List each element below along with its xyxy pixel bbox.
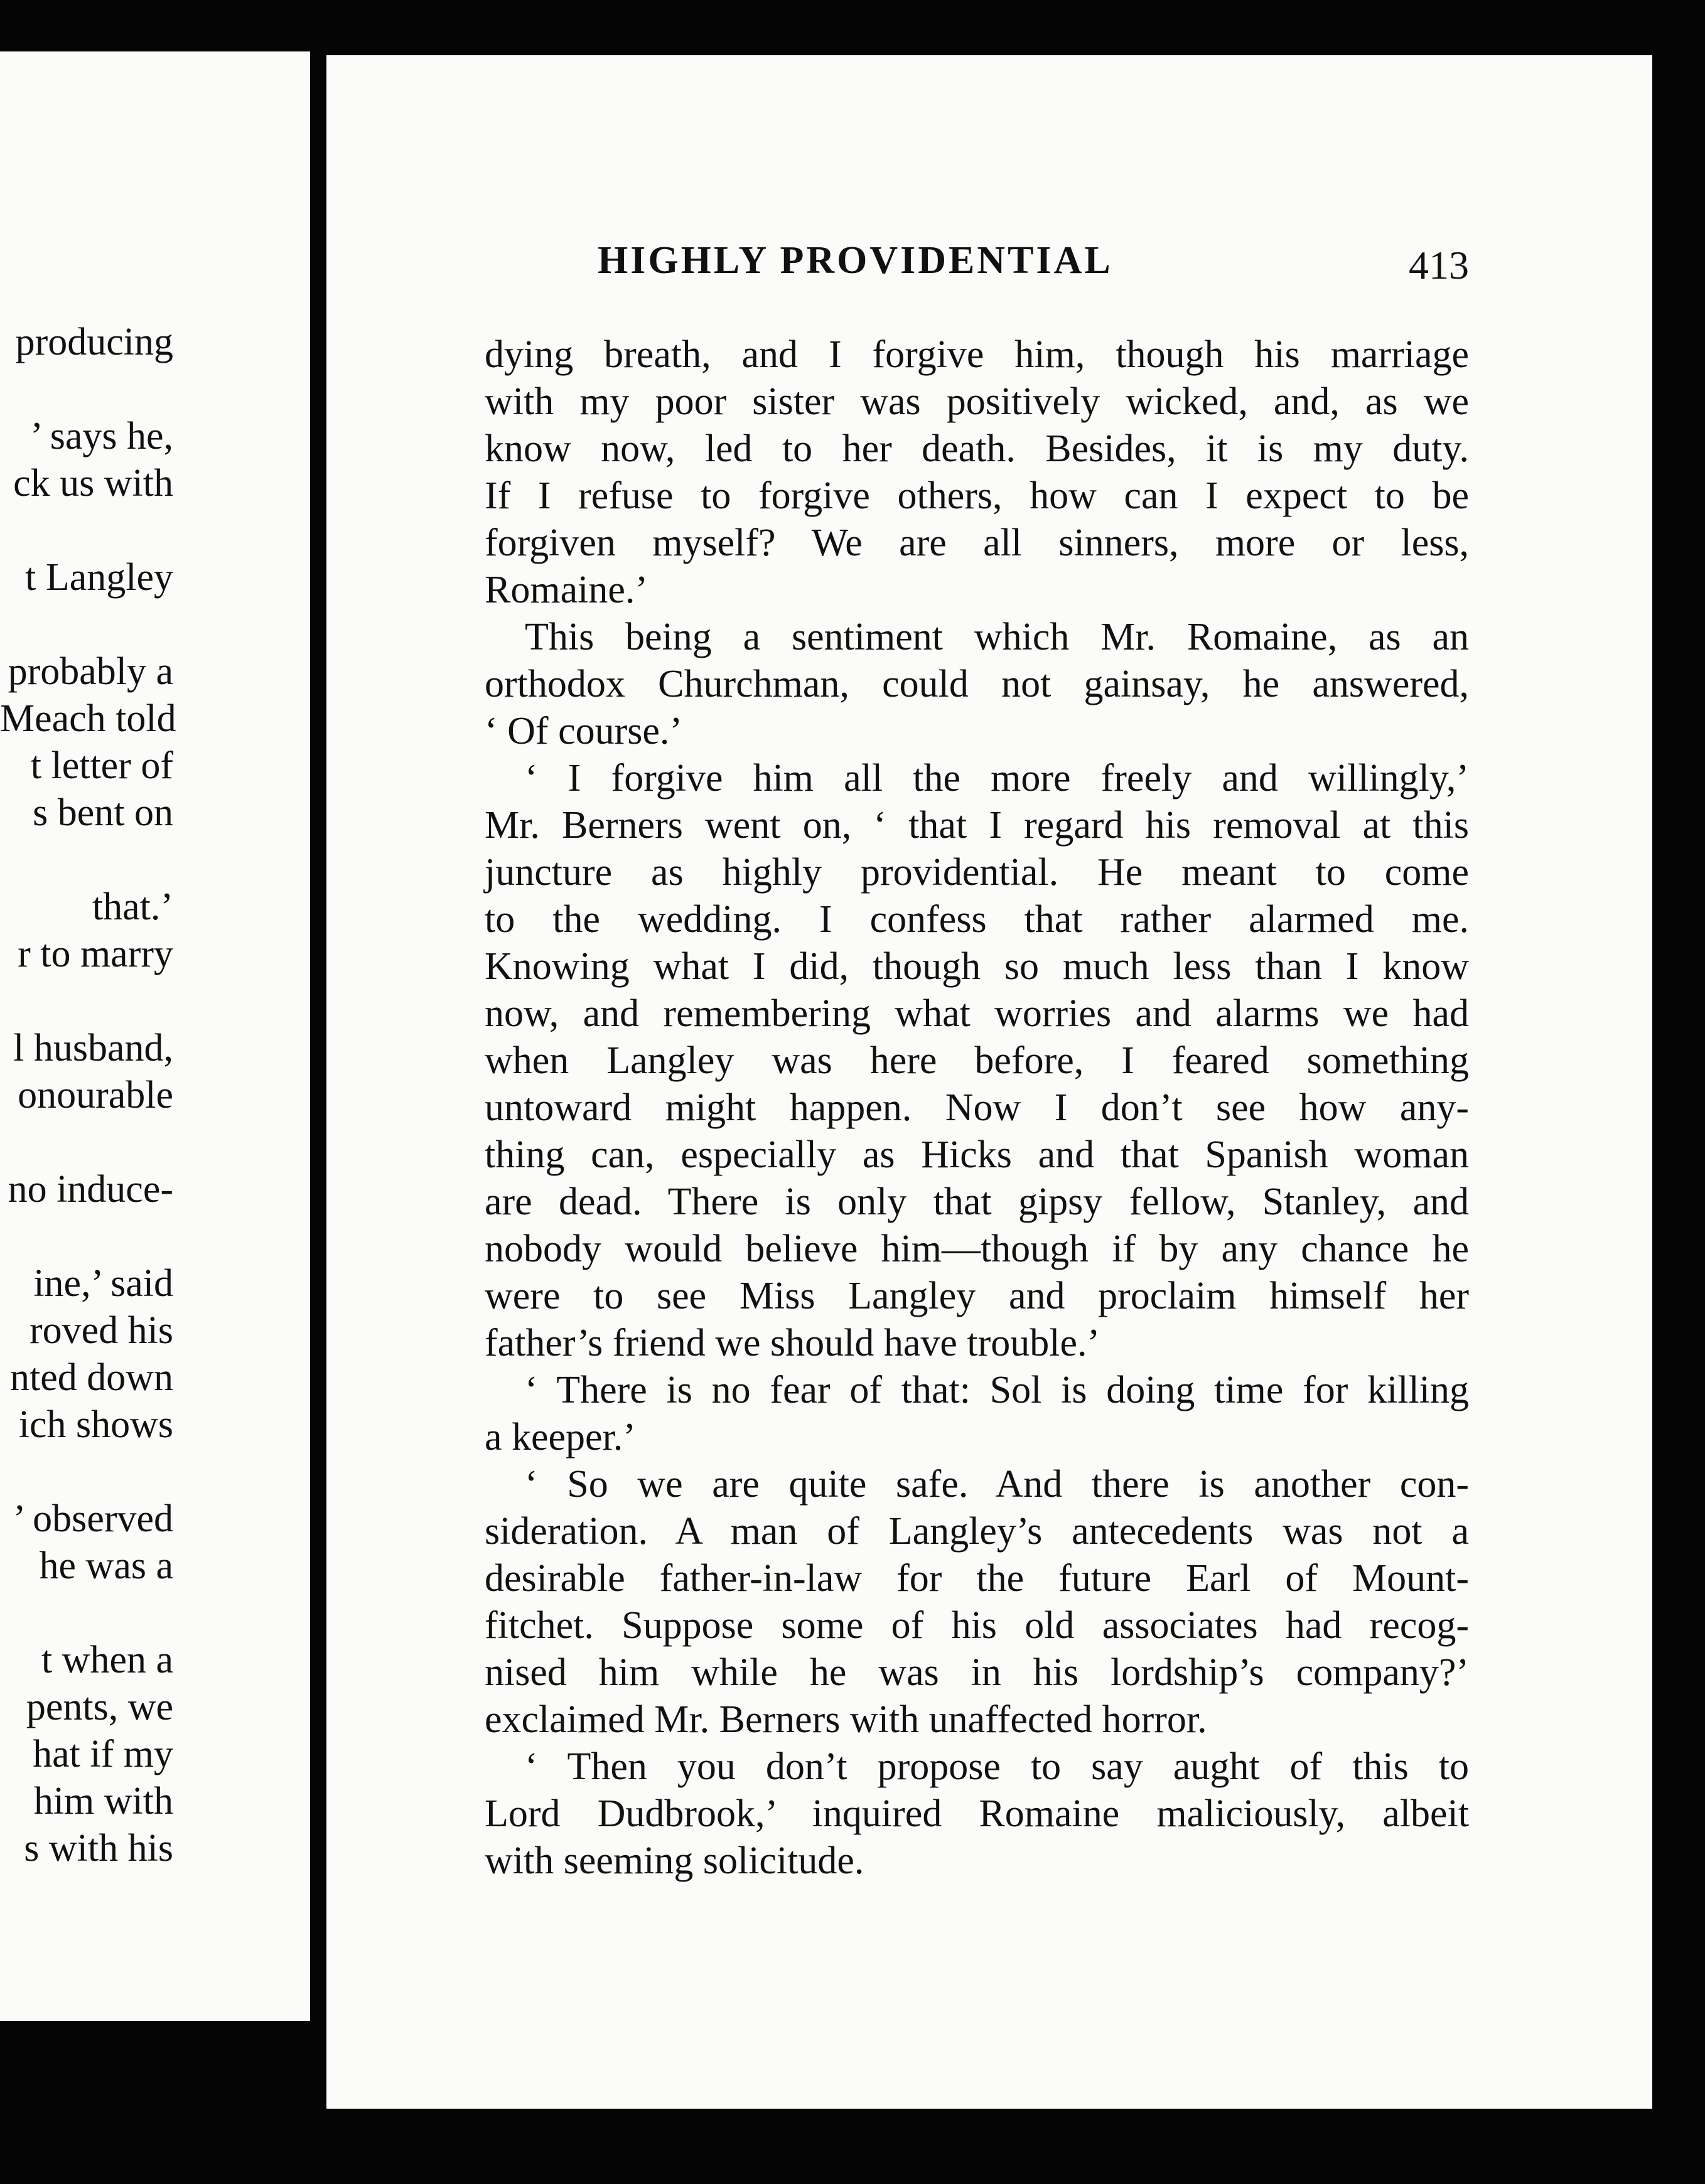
text-line: ‘ Then you don’t propose to say aught of this to [525,1745,1469,1788]
text-line: This being a sentiment which Mr. Romaine, as an [525,616,1469,658]
line-gap [0,1119,173,1166]
text-line: desirable father-in-law for the future Earl of Mount- [485,1557,1469,1600]
text-line: ‘ There is no fear of that: Sol is doing time for killing [525,1369,1469,1411]
text-line: ich shows [18,1403,173,1446]
line-gap [0,366,173,413]
text-line: ck us with [13,462,173,505]
text-line: t letter of [30,744,173,787]
text-line: no induce- [8,1168,173,1211]
text-line: hat if my [33,1733,173,1775]
text-line: untoward might happen. Now I don’t see how any- [485,1086,1469,1129]
text-line: pents, we [26,1686,173,1728]
text-line: t Langley [25,556,173,599]
text-line: with my poor sister was positively wicked, and, as we [485,380,1469,423]
text-line: orthodox Churchman, could not gainsay, he answered, [485,663,1469,705]
running-head: HIGHLY PROVIDENTIAL [598,239,1113,282]
text-line: ’ says he, [30,415,173,458]
text-line: thing can, especially as Hicks and that Spanish woman [485,1133,1469,1176]
text-line: father’s friend we should have trouble.’ [485,1322,1100,1364]
text-line: s bent on [33,791,173,834]
text-line: Knowing what I did, though so much less than I know [485,945,1469,988]
line-gap [0,601,173,648]
text-line: to the wedding. I confess that rather alarmed me. [485,898,1469,941]
text-line: nted down [9,1356,173,1399]
text-line: t when a [41,1639,173,1681]
right-page-text [485,331,1469,1885]
text-line: Meach told [0,697,176,740]
text-line: he was a [39,1544,173,1587]
text-line: ine,’ said [33,1262,173,1305]
text-line: s with his [24,1827,173,1870]
text-line: roved his [29,1309,173,1352]
text-line: onourable [18,1074,173,1116]
text-line: a keeper.’ [485,1416,636,1459]
line-gap [0,837,173,884]
line-gap [0,978,173,1025]
text-line: ‘ Of course.’ [485,710,683,752]
text-line: If I refuse to forgive others, how can I expect to be [485,474,1469,517]
text-line: him with [33,1780,173,1823]
line-gap [0,1590,173,1637]
text-line: producing [15,321,173,363]
text-line: sideration. A man of Langley’s antecedents was not a [485,1510,1469,1553]
text-line: were to see Miss Langley and proclaim himself her [485,1275,1469,1317]
text-line: know now, led to her death. Besides, it is my duty. [485,427,1469,470]
line-gap [0,1213,173,1260]
text-line: are dead. There is only that gipsy fellow, Stanley, and [485,1180,1469,1223]
page-number: 413 [1409,243,1469,287]
left-page-text [0,319,176,1872]
text-line: ’ observed [13,1497,173,1540]
text-line: Romaine.’ [485,569,648,611]
text-line: dying breath, and I forgive him, though his marriage [485,333,1469,376]
text-line: fitchet. Suppose some of his old associates had recog- [485,1604,1469,1647]
text-line: l husband, [13,1027,173,1069]
text-line: nobody would believe him—though if by any chance he [485,1228,1469,1270]
text-line: ‘ I forgive him all the more freely and willingly,’ [525,757,1469,800]
text-line: with seeming solicitude. [485,1839,864,1882]
text-line: forgiven myself? We are all sinners, more or less, [485,522,1469,564]
text-line: juncture as highly providential. He meant to come [485,851,1469,894]
line-gap [0,1448,173,1496]
text-line: probably a [8,650,173,693]
text-line: Lord Dudbrook,’ inquired Romaine maliciously, albeit [485,1792,1469,1835]
text-line: ‘ So we are quite safe. And there is another con- [525,1463,1469,1506]
text-line: Mr. Berners went on, ‘ that I regard his removal at this [485,804,1469,847]
text-line: now, and remembering what worries and alarms we had [485,992,1469,1035]
line-gap [0,507,173,554]
page-header [384,188,1469,314]
text-line: that.’ [92,886,173,928]
text-line: r to marry [18,933,173,975]
text-line: exclaimed Mr. Berners with unaffected horror. [485,1698,1207,1741]
text-line: when Langley was here before, I feared something [485,1039,1469,1082]
text-line: nised him while he was in his lordship’s company?’ [485,1651,1469,1694]
